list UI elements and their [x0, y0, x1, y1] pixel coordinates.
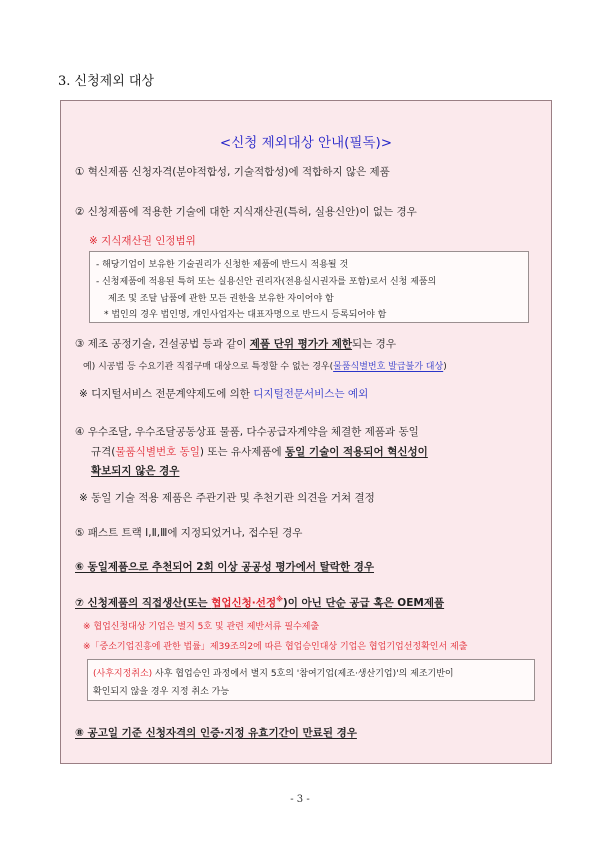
item-3-example-link: 물품식별번호 발급불가 대상: [333, 362, 444, 372]
ip-heading: ※ 지식재산권 인정범위: [89, 235, 196, 247]
item-4-note: ※ 동일 기술 적용 제품은 주관기관 및 추천기관 의견을 거쳐 결정: [79, 492, 375, 504]
ip-line-4: * 법인의 경우 법인명, 개인사업자는 대표자명으로 반드시 등록되어야 함: [104, 310, 387, 320]
post-cancel-text: 사후 협업승인 과정에서 별지 5호의 '참여기업(제조·생산기업)'의 제조기반이: [152, 669, 454, 679]
item-4-emphasis: 동일 기술이 적용되어 혁신성이: [285, 446, 428, 458]
item-7: [75, 595, 444, 610]
item-2: ② 신청제품에 적용한 기술에 대한 지식재산권(특허, 실용신안)이 없는 경우: [75, 206, 417, 218]
item-7-note-2: ※「중소기업진흥에 관한 법률」제39조의2에 따른 협업승인대상 기업은 협업기업선정확인서 제출: [83, 642, 468, 652]
item-4-similar: ) 또는 유사제품에: [199, 446, 285, 458]
item-3-emphasis: 제품 단위 평가가 제한: [249, 338, 353, 350]
ip-scope-box: [89, 251, 529, 323]
post-cancel-line-2: 확인되지 않을 경우 지정 취소 가능: [93, 687, 230, 697]
digital-exception-text: ※ 디지털서비스 전문계약제도에 의한: [79, 388, 254, 400]
section-title: 3. 신청제외 대상: [58, 74, 155, 89]
item-3-text: ③ 제조 공정기술, 건설공법 등과 같이: [75, 338, 250, 350]
item-3: [75, 336, 396, 351]
notice-title: <신청 제외대상 안내(필독)>: [219, 135, 393, 151]
post-cancel-label: (사후지정취소): [93, 669, 153, 679]
post-cancel-box: [87, 659, 535, 701]
item-7-note-1: ※ 협업신청대상 기업은 별지 5호 및 관련 제반서류 필수제출: [83, 622, 320, 632]
notice-box: [60, 100, 552, 764]
item-7-mark: ※: [276, 595, 283, 604]
item-4-id: 물품식별번호 동일: [115, 446, 200, 458]
item-7-text: ⑦ 신청제품의 직접생산(또는: [75, 597, 212, 609]
item-8: ⑧ 공고일 기준 신청자격의 인증·지정 유효기간이 만료된 경우: [75, 727, 357, 739]
ip-line-3: 제조 및 조달 납품에 관한 모든 권한을 보유한 자이어야 함: [108, 294, 334, 304]
item-4-line-3: 확보되지 않은 경우: [91, 465, 180, 477]
item-5: ⑤ 패스트 트랙 Ⅰ,Ⅱ,Ⅲ에 지정되었거나, 접수된 경우: [75, 527, 303, 539]
item-7-tail: )이 아닌 단순 공급 혹은 OEM제품: [282, 597, 445, 609]
digital-exception: [79, 386, 368, 401]
item-4-line-1: ④ 우수조달, 우수조달공동상표 물품, 다수공급자계약을 체결한 제품과 동일: [75, 426, 419, 438]
item-6: ⑥ 동일제품으로 추천되어 2회 이상 공공성 평가에서 탈락한 경우: [75, 561, 375, 573]
item-1: ① 혁신제품 신청자격(분야적합성, 기술적합성)에 적합하지 않은 제품: [75, 166, 390, 178]
post-cancel-line-1: [93, 666, 454, 679]
item-4-line-2: [91, 444, 428, 459]
item-4-spec: 규격(: [91, 446, 116, 458]
item-3-example: [83, 359, 447, 372]
item-3-example-tail: ): [443, 362, 447, 372]
page-number: - 3 -: [290, 794, 310, 805]
item-3-tail: 되는 경우: [352, 338, 396, 350]
digital-exception-highlight: 디지털전문서비스는 예외: [253, 388, 369, 400]
ip-line-2: - 신청제품에 적용된 특허 또는 실용신안 권리자(전용실시권자를 포함)로서 신청 제품의: [96, 277, 437, 287]
ip-line-1: - 해당기업이 보유한 기술권리가 신청한 제품에 반드시 적용될 것: [96, 260, 349, 270]
item-7-highlight: 협업신청·선정: [211, 597, 277, 609]
item-3-example-text: 예) 시공법 등 수요기관 직접구매 대상으로 특정할 수 없는 경우(: [83, 362, 334, 372]
